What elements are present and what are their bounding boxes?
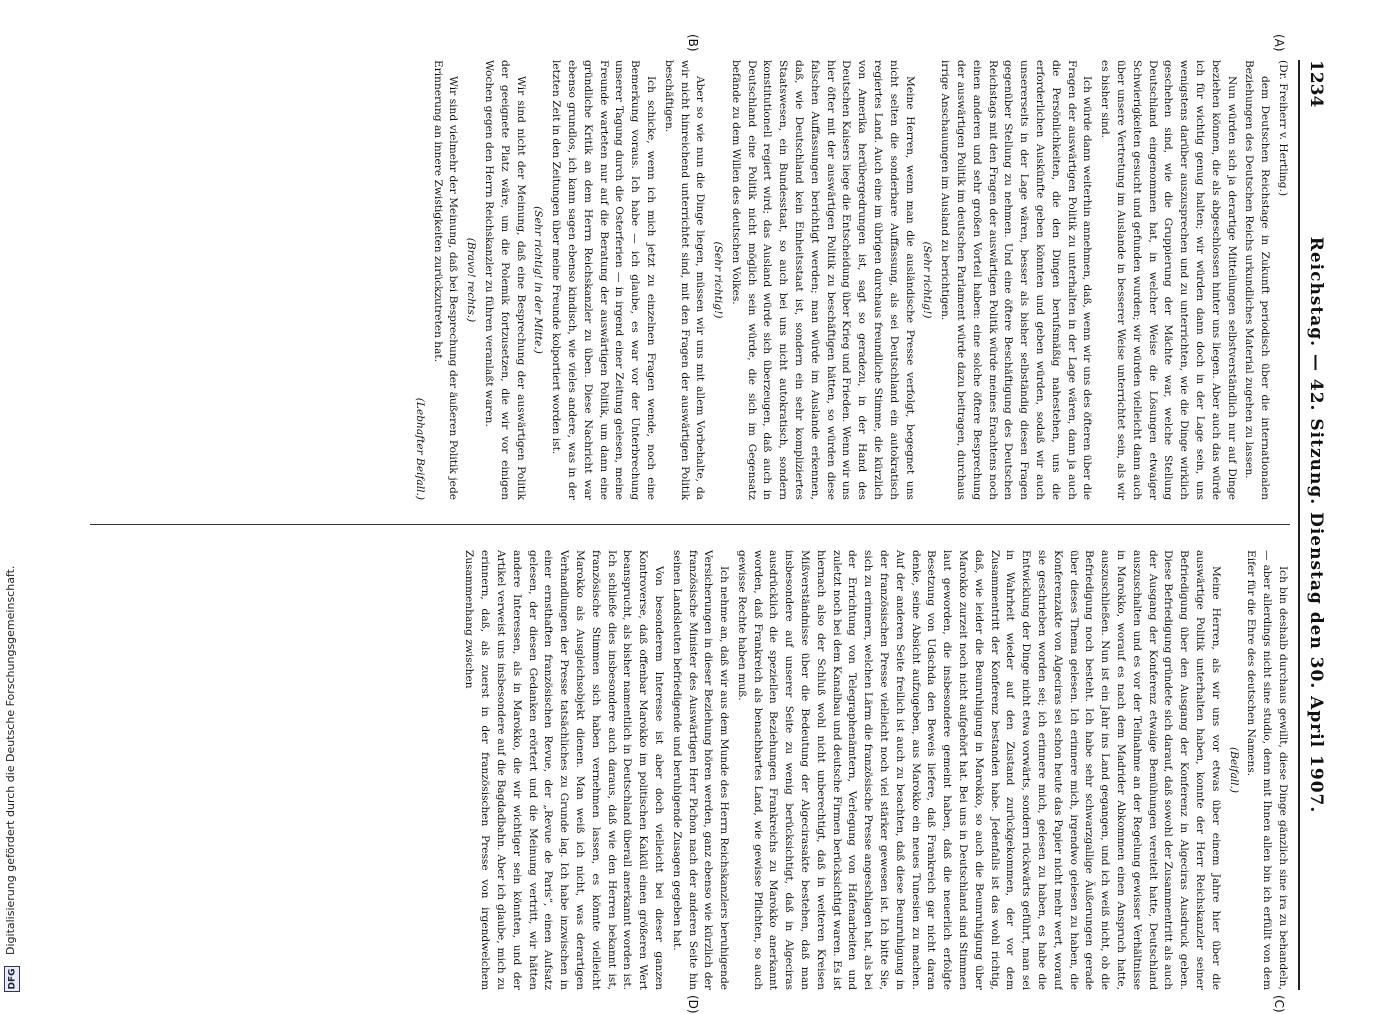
margin-marker-d: (D) [686,995,700,1014]
paragraph: Meine Herren, wenn man die ausländische Presse verfolgt, begegnet uns nicht selten die sonderbare Auffassung, als sei Deutschland ein autokratisch regiertes Land. Auch eine im übrigen durchaus freundliche Stimme, die kürzlich von Amerika herübergedrungen ist, sagt so geradezu, in der Hand des Deutschen Kaisers liege die Entscheidung über Krieg und Frieden. Wenn wir uns hier öfter mit der auswärtigen Politik zu beschäftigen hätten, so würden diese falschen Auffassungen berichtigt werden; man würde im Auslande erkennen, daß, wie Deutschland kein Einheitsstaat ist, sondern ein sehr kompliziertes Staatswesen, ein Bundesstaat, so auch bei uns nicht autokratisch, sondern konstitutionell regiert wird; das Ausland würde sich überzeugen, daß auch in Deutschland eine Politik nicht möglich sein würde, die sich im Gegensatz befände zu dem Willen des deutschen Volkes. [729,60,916,500]
paragraph: Ich würde dann weiterhin annehmen, daß, wenn wir uns des öfteren über die Fragen der auswärtigen Politik zu unterhalten in der Lage wären, dann ja auch die Persönlichkeiten, die den Dingen berufsmäßig nahestehen, uns die erforderlichen Auskünfte geben könnten und geben würden, sodaß wir auch unsererseits in der Lage wären, besser als bisher selbständig diesen Fragen gegenüber Stellung zu nehmen. Und eine öftere Beschäftigung des Deutschen Reichstags mit den Fragen der auswärtigen Politik würde meines Erachtens noch einen anderen und sehr großen Vorteil haben: eine solche öftere Besprechung der auswärtigen Politik im deutschen Parlament würde dazu beitragen, durchaus irrige Anschauungen im Ausland zu berichtigen. [939,60,1094,500]
interjection: (Sehr richtig!) [712,241,725,319]
paragraph: Ich nehme an, daß wir aus dem Munde des Herrn Reichskanzlers beruhigende Versicherungen in dieser Beziehung hören werden, ganz ebenso wie kürzlich der französische Minister des Auswärtigen Herr Pichon nach der anderen Seite hin seinen Landsleuten befriedigende und beruhigende Zusagen gegeben hat. [670,550,731,990]
page-title: Reichstag. — 42. Sitzung. Dienstag den 30. April 1907. [1306,236,1326,814]
margin-marker-c: (C) [1272,995,1286,1013]
margin-marker-a: (A) [1272,34,1286,52]
dfg-logo [4,966,20,992]
paragraph: Meine Herren, als wir uns vor etwas über einem Jahre hier über die auswärtige Politik unterhalten haben, konnte der Herr Reichskanzler seiner Befriedigung über den Ausgang der Konferenz in Algeciras Ausdruck geben. Diese Befriedigung gründete sich darauf, daß sowohl der Zusammentritt als auch der Ausgang der Konferenz etwaige Bemühungen vereitelt hatte, Deutschland auszuschalten und es vor der Teilnahme an der Regelung gewisser Verhältnisse in Marokko, worauf es nach dem Madrider Abkommen einen Anspruch hatte, auszuschließen. Nun ist ein Jahr ins Land gegangen, und ich weiß nicht, ob die Befriedigung noch besteht. Ich habe sehr schwarzgallige Äußerungen gerade über dieses Thema gelesen. Ich erinnere mich, irgendwo gelesen zu haben, die Konferenzakte von Algeciras sei schon heute das Papier nicht mehr wert, worauf sie geschrieben worden sei; ich erinnere mich, gelesen zu haben, es habe die Entwicklung der Dinge nicht etwa vorwärts, sondern rückwärts geführt, man sei in Wahrheit wieder auf den Zustand zurückgekommen, der vor dem Zusammentritt der Konferenz bestanden habe. Jedenfalls ist das wohl richtig, daß, wie leider die Beunruhigung in Marokko, so auch die Beunruhigung über Marokko zurzeit noch nicht aufgehört hat. Bei uns in Deutschland sind Stimmen laut geworden, die insbesondere gemeint haben, daß die neuerlich erfolgte Besetzung von Udschda den Beweis liefere, daß Frankreich gar nicht daran denke, seine Absicht aufzugeben, aus Marokko ein neues Tunesien zu machen. Auf der anderen Seite freilich ist auch zu beachten, daß diese Beunruhigung in der französischen Presse vielleicht noch viel stärker gewesen ist. Ich bitte Sie, sich zu erinnern, welchen Lärm die französische Presse angeschlagen hat, als bei der Errichtung von Telegraphenämtern, Verlegung von Hafenarbeiten und zuletzt noch bei dem Kanalbau und deutsche Firmen berücksichtigt waren. Es ist hiernach also der Schluß wohl nicht unberechtigt, daß in weiteren Kreisen Mißverständnisse über die Bedeutung der Algecirasakte bestehen, daß man insbesondere auf unserer Seite zu wenig berücksichtigt, daß in Algeciras ausdrücklich die speziellen Beziehungen Frankreichs zu Marokko anerkannt worden, daß Frankreich als benachbartes Land, wie gewisse Pflichten, so auch gewisse Rechte haben muß. [735,550,1222,990]
speaker-label: (Dr. Freiherr v. Hertling.) [1277,60,1289,197]
interjection: (Lebhafter Beifall.) [413,397,426,500]
paragraph: Aber so wie nun die Dinge liegen, müssen wir uns mit allem Vorbehalte, da wir nicht hinreichend unterrichtet sind, mit den Fragen der auswärtigen Politik beschäftigen. [662,60,707,500]
paragraph: dem Deutschen Reichstage in Zukunft periodisch über die internationalen Beziehungen des Deutschen Reichs urkundliches Material zugehen zu lassen. [1243,60,1272,500]
margin-marker-b: (B) [686,34,700,52]
dfg-logo-text: DFG [7,968,18,990]
paragraph: Wir sind vielmehr der Meinung, daß bei Besprechung der äußeren Politik jede Erinnerung an innere Zwistigkeiten zurückzutreten hat. [431,60,460,500]
paragraph: Nun würden sich ja derartige Mitteilungen selbstverständlich nur auf Dinge beziehen können, die als abgeschlossen hinter uns liegen. Aber auch das würde ich für wichtig genug halten; wir würden dann doch in der Lage sein, uns wenigstens darüber auszusprechen und zu unterrichten, wie die Dinge wirklich geschehen sind, wie die Gruppierung der Mächte war, welche Stellung Deutschland eingenommen hat, in welcher Weise die Lösungen etwaiger Schwierigkeiten gesucht und gefunden wurden; wir würden vielleicht dann auch über unsere Vertretung im Auslande in besserer Weise unterrichtet sein, als wir es bisher sind. [1099,60,1238,500]
funding-note: Digitalisierung gefördert durch die Deutsche Forschungsgemeinschaft. [4,565,17,955]
paragraph: Von besonderem Interesse ist aber doch vielleicht bei dieser ganzen Kontroverse, daß offenbar Marokko im politischen Kalkül einen größeren Wert beansprucht, als bisher namentlich in Deutschland überall anerkannt worden ist. Ich schließe dies insbesondere auch daraus, daß wie den Herren bekannt ist, französische Stimmen sich haben vernehmen lassen, es könnte vielleicht Marokko als Ausgleichsobjekt dienen. Man weiß ich nicht, was derartigen Verhandlungen der Presse tatsächliches zu Grunde lag. Ich habe inzwischen in einer ernsthaften französischen Revue, der „Revue de Paris“, einen Aufsatz gelesen, der diesen Gedanken erörtert und die Meinung vertritt, wir hätten andere Interessen, als in Marokko, die wir wichtiger sein könnten, und der Artikel verweist uns insbesondere auf die Bagdadbahn. Aber ich glaube, mich zu erinnern, daß, als zuerst in der französischen Presse von irgendwelchem Zusammenhang zwischen [463,550,665,990]
column-divider [90,524,1290,525]
rotated-page [80,34,1330,1014]
paragraph: Ich schicke, wenn ich mich jetzt zu einzelnen Fragen wende, noch eine Bemerkung voraus. Ich habe — ich glaube, es war vor der Unterbrechung unserer Tagung durch die Osterferien — in irgend einer Zeitung gelesen, meine Freunde warteten nur auf die Beratung der auswärtigen Politik, um dann eine gründliche Kritik an dem Herrn Reichskanzler zu üben. Diese Nachricht war ebenso grundlos, ich kann sagen ebenso kindisch, wie vieles andere, was in der letzten Zeit in den Zeitungen über meine Freunde kolportiert worden ist. [550,60,657,500]
paragraph: Wir sind nicht der Meinung, daß eine Besprechung der auswärtigen Politik der geeignete Platz wäre, um die Polemik fortzusetzen, die wir vor einigen Wochen gegen den Herrn Reichskanzler zu führen veranlaßt waren. [482,60,527,500]
interjection: (Sehr richtig! in der Mitte.) [532,206,545,354]
paragraph: Ich bin deshalb durchaus gewillt, diese Dinge gänzlich sine ira zu behandeln, — aber allerdings nicht sine studio, denn mit Ihnen allen bin ich erfüllt von dem Eifer für die Ehre des deutschen Namens. [1245,550,1289,990]
left-column [80,60,1290,500]
interjection: (Sehr richtig!) [921,241,934,319]
header-rule [1298,60,1300,990]
right-column [80,550,1290,990]
digitization-sidebar [0,0,28,1000]
interjection: (Beifall.) [1227,746,1240,794]
page-number: 1234 [1306,60,1326,108]
page-header [1296,60,1330,990]
interjection: (Bravo! rechts.) [465,237,478,323]
